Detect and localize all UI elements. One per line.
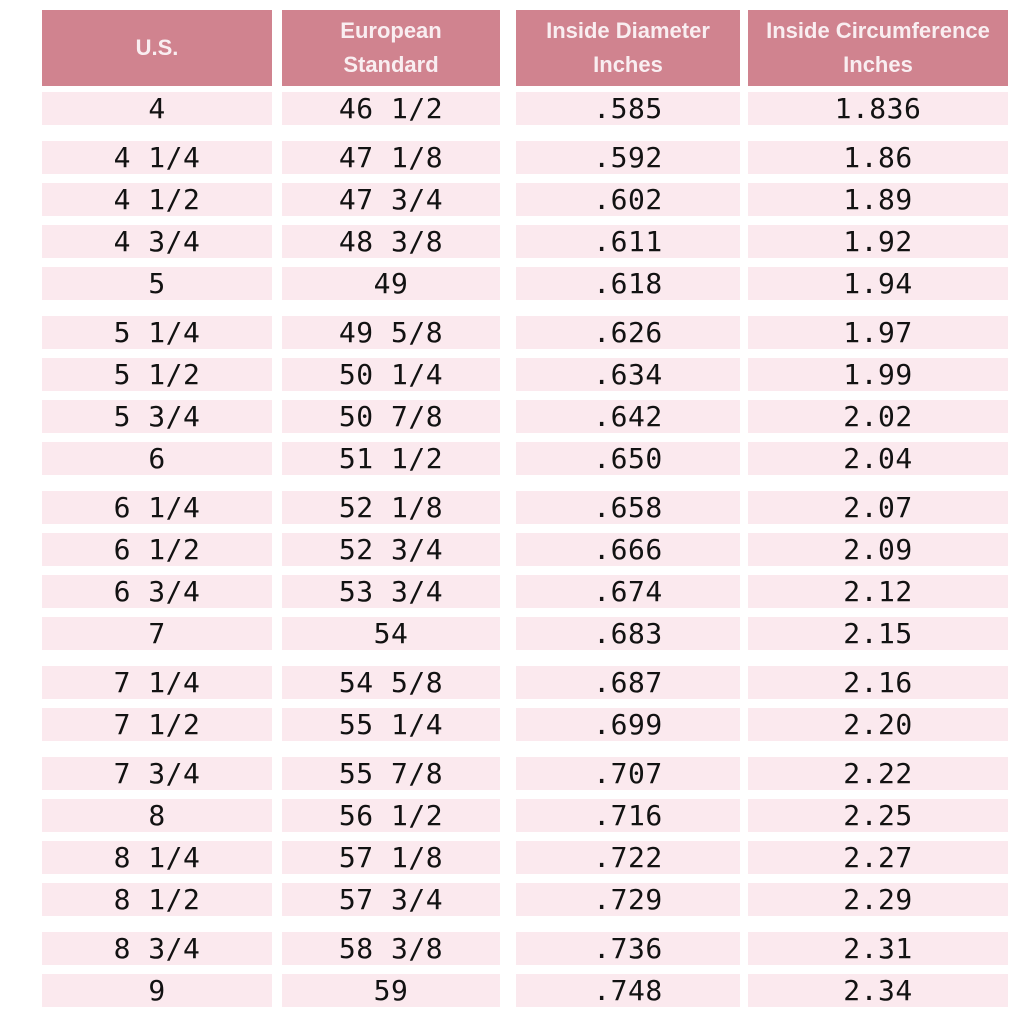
table-cell: .687 xyxy=(516,666,740,699)
table-cell: 1.97 xyxy=(748,316,1008,349)
table-cell: 49 xyxy=(282,267,500,300)
table-cell: 1.86 xyxy=(748,141,1008,174)
table-row xyxy=(0,183,1024,216)
table-row xyxy=(0,708,1024,741)
table-cell: 6 xyxy=(42,442,272,475)
table-cell: 2.15 xyxy=(748,617,1008,650)
table-cell: .748 xyxy=(516,974,740,1007)
table-cell: 47 3/4 xyxy=(282,183,500,216)
table-cell: .722 xyxy=(516,841,740,874)
table-body xyxy=(0,92,1024,1007)
table-row xyxy=(0,883,1024,916)
table-cell: 8 3/4 xyxy=(42,932,272,965)
table-cell: 6 1/2 xyxy=(42,533,272,566)
table-cell: 48 3/8 xyxy=(282,225,500,258)
table-cell: .642 xyxy=(516,400,740,433)
table-cell: 52 3/4 xyxy=(282,533,500,566)
table-cell: 7 1/4 xyxy=(42,666,272,699)
table-row xyxy=(0,932,1024,965)
table-cell: 46 1/2 xyxy=(282,92,500,125)
table-row xyxy=(0,799,1024,832)
table-row xyxy=(0,533,1024,566)
table-cell: 7 3/4 xyxy=(42,757,272,790)
table-cell: .674 xyxy=(516,575,740,608)
header-circumference-line1: Inside Circumference xyxy=(766,17,990,43)
table-cell: 2.07 xyxy=(748,491,1008,524)
table-cell: .650 xyxy=(516,442,740,475)
table-cell: 1.92 xyxy=(748,225,1008,258)
header-cell-european-standard xyxy=(282,10,500,86)
table-header-row xyxy=(0,10,1024,86)
table-row xyxy=(0,358,1024,391)
table-cell: 2.25 xyxy=(748,799,1008,832)
table-cell: 4 3/4 xyxy=(42,225,272,258)
table-cell: 5 3/4 xyxy=(42,400,272,433)
table-cell: .626 xyxy=(516,316,740,349)
table-cell: 50 7/8 xyxy=(282,400,500,433)
table-cell: 50 1/4 xyxy=(282,358,500,391)
table-cell: 57 3/4 xyxy=(282,883,500,916)
table-cell: 51 1/2 xyxy=(282,442,500,475)
table-cell: 58 3/8 xyxy=(282,932,500,965)
header-cell-inside-diameter xyxy=(516,10,740,86)
table-cell: 1.836 xyxy=(748,92,1008,125)
table-row xyxy=(0,617,1024,650)
table-cell: .736 xyxy=(516,932,740,965)
table-row xyxy=(0,575,1024,608)
table-cell: 49 5/8 xyxy=(282,316,500,349)
table-row xyxy=(0,316,1024,349)
table-cell: 8 xyxy=(42,799,272,832)
table-cell: 53 3/4 xyxy=(282,575,500,608)
table-cell: .729 xyxy=(516,883,740,916)
table-cell: 2.20 xyxy=(748,708,1008,741)
table-row xyxy=(0,400,1024,433)
table-cell: 55 7/8 xyxy=(282,757,500,790)
table-cell: 8 1/4 xyxy=(42,841,272,874)
table-cell: 56 1/2 xyxy=(282,799,500,832)
table-cell: 9 xyxy=(42,974,272,1007)
table-cell: 4 1/4 xyxy=(42,141,272,174)
table-cell: .699 xyxy=(516,708,740,741)
table-cell: 2.09 xyxy=(748,533,1008,566)
table-cell: 2.12 xyxy=(748,575,1008,608)
table-cell: .707 xyxy=(516,757,740,790)
table-cell: .611 xyxy=(516,225,740,258)
table-cell: .658 xyxy=(516,491,740,524)
table-cell: .592 xyxy=(516,141,740,174)
table-cell: 2.29 xyxy=(748,883,1008,916)
header-cell-us xyxy=(42,10,272,86)
table-cell: .585 xyxy=(516,92,740,125)
table-cell: 54 xyxy=(282,617,500,650)
table-cell: .634 xyxy=(516,358,740,391)
header-diameter-line2: Inches xyxy=(593,52,663,77)
table-cell: 4 1/2 xyxy=(42,183,272,216)
header-us-line1: U.S. xyxy=(135,34,179,60)
table-cell: 1.89 xyxy=(748,183,1008,216)
table-cell: 52 1/8 xyxy=(282,491,500,524)
table-row xyxy=(0,491,1024,524)
table-cell: .618 xyxy=(516,267,740,300)
table-cell: 2.22 xyxy=(748,757,1008,790)
header-european-line2: Standard xyxy=(343,52,439,77)
table-cell: 2.27 xyxy=(748,841,1008,874)
table-cell: 5 xyxy=(42,267,272,300)
table-row xyxy=(0,666,1024,699)
table-cell: 57 1/8 xyxy=(282,841,500,874)
table-cell: 1.94 xyxy=(748,267,1008,300)
table-cell: 6 1/4 xyxy=(42,491,272,524)
header-cell-inside-circumference xyxy=(748,10,1008,86)
table-cell: 2.02 xyxy=(748,400,1008,433)
table-cell: 4 xyxy=(42,92,272,125)
table-cell: 2.31 xyxy=(748,932,1008,965)
table-cell: 6 3/4 xyxy=(42,575,272,608)
table-cell: 7 1/2 xyxy=(42,708,272,741)
table-row xyxy=(0,974,1024,1007)
table-row xyxy=(0,267,1024,300)
table-cell: 5 1/2 xyxy=(42,358,272,391)
table-cell: .683 xyxy=(516,617,740,650)
header-european-line1: European xyxy=(340,17,442,43)
table-row xyxy=(0,757,1024,790)
header-diameter-line1: Inside Diameter xyxy=(546,17,710,43)
table-cell: .716 xyxy=(516,799,740,832)
table-cell: 2.34 xyxy=(748,974,1008,1007)
table-cell: .666 xyxy=(516,533,740,566)
table-cell: 59 xyxy=(282,974,500,1007)
table-cell: 54 5/8 xyxy=(282,666,500,699)
table-row xyxy=(0,225,1024,258)
table-cell: .602 xyxy=(516,183,740,216)
table-cell: 55 1/4 xyxy=(282,708,500,741)
table-row xyxy=(0,141,1024,174)
table-cell: 47 1/8 xyxy=(282,141,500,174)
table-cell: 2.16 xyxy=(748,666,1008,699)
table-cell: 2.04 xyxy=(748,442,1008,475)
table-cell: 1.99 xyxy=(748,358,1008,391)
table-cell: 5 1/4 xyxy=(42,316,272,349)
table-cell: 7 xyxy=(42,617,272,650)
table-row xyxy=(0,442,1024,475)
header-circumference-line2: Inches xyxy=(843,52,913,77)
table-cell: 8 1/2 xyxy=(42,883,272,916)
table-row xyxy=(0,841,1024,874)
table-row xyxy=(0,92,1024,125)
